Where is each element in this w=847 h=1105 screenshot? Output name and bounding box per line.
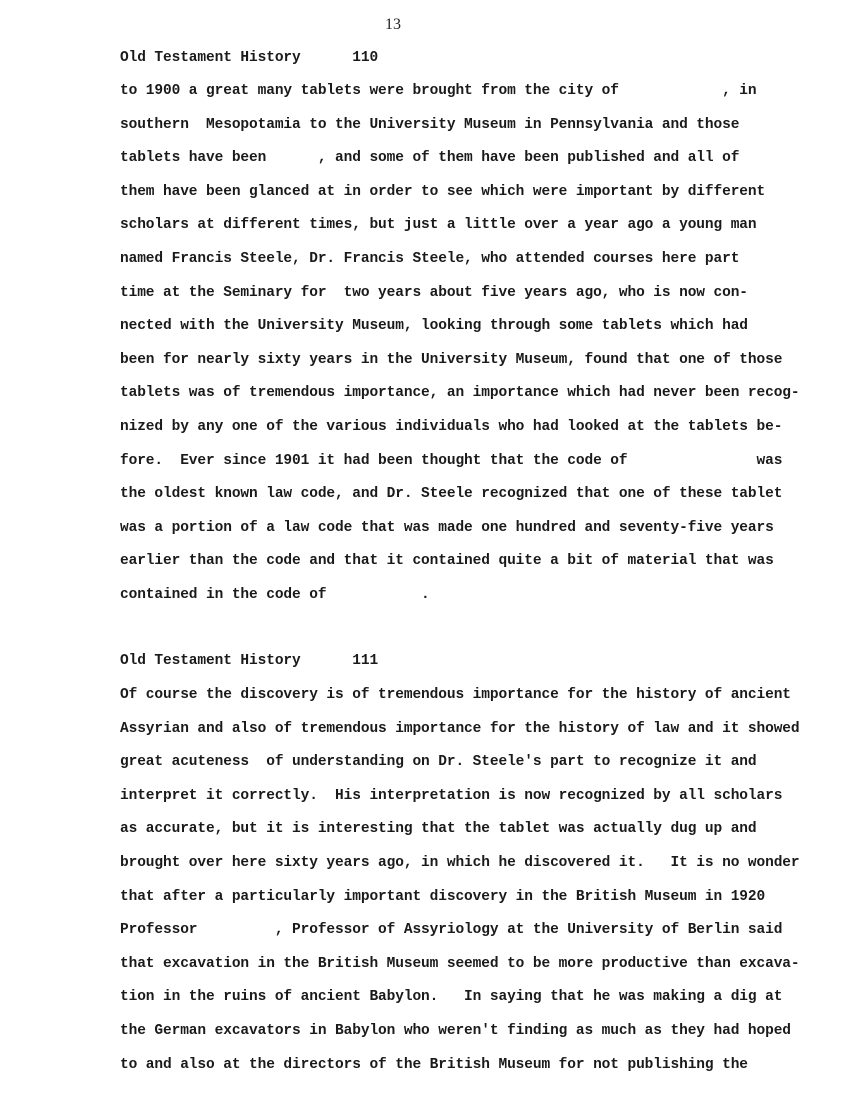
text-line: tablets have been , and some of them have been published and all of xyxy=(120,150,740,167)
text-line: was a portion of a law code that was made one hundred and seventy-five years xyxy=(120,519,774,536)
text-line: that excavation in the British Museum seemed to be more productive than excava- xyxy=(120,955,800,972)
text-line: been for nearly sixty years in the University Museum, found that one of those xyxy=(120,351,783,368)
text-line: to and also at the directors of the British Museum for not publishing the xyxy=(120,1056,748,1073)
text-line: brought over here sixty years ago, in which he discovered it. It is no wonder xyxy=(120,855,800,871)
text-line: tion in the ruins of ancient Babylon. In saying that he was making a dig at xyxy=(120,989,783,1006)
text-line: them have been glanced at in order to see which were important by different xyxy=(120,183,766,200)
section-heading: Old Testament History 111 xyxy=(120,653,379,669)
text-line: Assyrian and also of tremendous importance for the history of law and it showed xyxy=(120,720,800,737)
text-line: earlier than the code and that it contained quite a bit of material that was xyxy=(120,553,774,570)
text-line: the German excavators in Babylon who weren't finding as much as they had hoped xyxy=(120,1023,791,1039)
text-line: contained in the code of . xyxy=(120,587,430,603)
text-line: Professor , Professor of Assyriology at the University of Berlin said xyxy=(120,922,783,939)
text-line: nized by any one of the various individuals who had looked at the tablets be- xyxy=(120,419,783,435)
text-line: to 1900 a great many tablets were brought from the city of , in xyxy=(120,83,757,99)
section-heading: Old Testament History 110 xyxy=(120,50,379,66)
page-number: 13 xyxy=(385,16,401,33)
text-line: time at the Seminary for two years about five years ago, who is now con- xyxy=(120,284,748,301)
text-line: that after a particularly important discovery in the British Museum in 1920 xyxy=(120,888,766,905)
text-line: Of course the discovery is of tremendous importance for the history of ancient xyxy=(120,687,791,703)
text-line: southern Mesopotamia to the University Museum in Pennsylvania and those xyxy=(120,116,740,133)
text-line: great acuteness of understanding on Dr. Steele's part to recognize it and xyxy=(120,754,757,771)
text-line: as accurate, but it is interesting that the tablet was actually dug up and xyxy=(120,821,757,838)
text-line: named Francis Steele, Dr. Francis Steele, who attended courses here part xyxy=(120,251,740,267)
text-line: nected with the University Museum, looking through some tablets which had xyxy=(120,318,748,335)
text-line: scholars at different times, but just a little over a year ago a young man xyxy=(120,217,757,234)
text-line: the oldest known law code, and Dr. Steele recognized that one of these tablet xyxy=(120,486,783,503)
text-line: interpret it correctly. His interpretation is now recognized by all scholars xyxy=(120,787,783,804)
text-line: fore. Ever since 1901 it had been thought that the code of was xyxy=(120,452,783,469)
text-line: tablets was of tremendous importance, an importance which had never been recog- xyxy=(120,385,800,402)
